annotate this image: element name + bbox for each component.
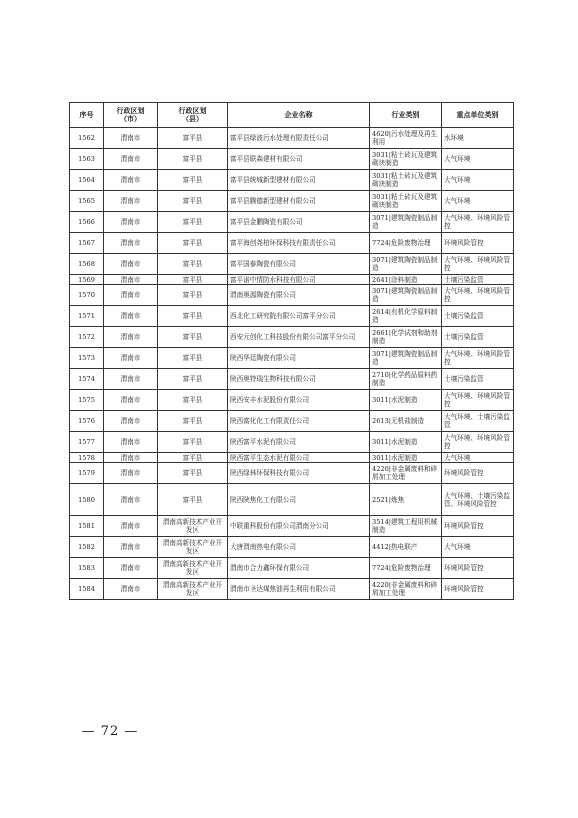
serial-cell: 1566 [70,212,104,233]
city-cell: 渭南市 [104,149,158,170]
county-cell: 富平县 [158,411,228,432]
company-cell: 渭南奥源陶瓷有限公司 [228,285,370,306]
county-cell: 富平县 [158,128,228,149]
city-cell: 渭南市 [104,233,158,254]
company-cell: 陕西奥特瑞生物科技有限公司 [228,369,370,390]
table-row [70,149,514,170]
serial-cell: 1569 [70,275,104,285]
industry-cell: 3071|建筑陶瓷制品制造 [370,285,442,306]
table-row [70,369,514,390]
serial-cell: 1568 [70,254,104,275]
serial-cell: 1574 [70,369,104,390]
company-cell: 富平县金鹏陶瓷有限公司 [228,212,370,233]
industry-cell: 4220|非金属废料和碎屑加工处理 [370,463,442,484]
table-row [70,463,514,484]
industry-cell: 3071|建筑陶瓷制品制造 [370,348,442,369]
industry-cell: 2521|炼焦 [370,484,442,516]
city-cell: 渭南市 [104,558,158,579]
table-row [70,170,514,191]
table-row [70,411,514,432]
serial-cell: 1584 [70,579,104,600]
table-row [70,128,514,149]
company-cell: 陕西绿林环保科技有限公司 [228,463,370,484]
page-number: — 72 — [81,724,139,739]
county-cell: 富平县 [158,149,228,170]
industry-cell: 7724|危险废物治理 [370,233,442,254]
company-cell: 富平海创尧柏环保科技有限责任公司 [228,233,370,254]
table-row [70,432,514,453]
city-cell: 渭南市 [104,128,158,149]
table-row [70,558,514,579]
industry-cell: 2614|有机化学原料制造 [370,306,442,327]
category-cell: 大气环境、环境风险管控 [442,254,514,275]
serial-cell: 1579 [70,463,104,484]
company-cell: 富平诺中情防水科技有限公司 [228,275,370,285]
category-cell: 环境风险管控 [442,463,514,484]
table-row [70,306,514,327]
industry-cell: 2613|无机盐制造 [370,411,442,432]
category-cell: 环境风险管控 [442,516,514,537]
company-cell: 渭南市合力鑫环保有限公司 [228,558,370,579]
city-cell: 渭南市 [104,170,158,191]
industry-cell: 4220|非金属废料和碎屑加工处理 [370,579,442,600]
category-cell: 环境风险管控 [442,233,514,254]
serial-cell: 1572 [70,327,104,348]
category-cell: 环境风险管控 [442,579,514,600]
company-cell: 富平国泰陶瓷有限公司 [228,254,370,275]
table-row [70,390,514,411]
industry-cell: 3031|粘土砖瓦及建筑砌块制造 [370,149,442,170]
header-industry: 行业类别 [370,103,442,128]
industry-cell: 3011|水泥制造 [370,453,442,463]
city-cell: 渭南市 [104,306,158,327]
city-cell: 渭南市 [104,285,158,306]
company-cell: 陕西富平水泥有限公司 [228,432,370,453]
category-cell: 大气环境、土壤污染监管、环境风险管控 [442,484,514,516]
company-cell: 陕西安丰水泥股份有限公司 [228,390,370,411]
industry-cell: 3011|水泥制造 [370,432,442,453]
industry-cell: 4412|热电联产 [370,537,442,558]
serial-cell: 1583 [70,558,104,579]
company-cell: 陕西陕焦化工有限公司 [228,484,370,516]
table-row [70,537,514,558]
industry-cell: 7724|危险废物治理 [370,558,442,579]
header-city: 行政区划 （市） [104,103,158,128]
table-row [70,285,514,306]
company-cell: 富平县统城新型建材有限公司 [228,170,370,191]
table-row [70,579,514,600]
category-cell: 土壤污染监管 [442,275,514,285]
category-cell: 大气环境、土壤污染监管 [442,411,514,432]
city-cell: 渭南市 [104,369,158,390]
industry-cell: 3031|粘土砖瓦及建筑砌块制造 [370,191,442,212]
city-cell: 渭南市 [104,432,158,453]
category-cell: 大气环境、环境风险管控 [442,348,514,369]
city-cell: 渭南市 [104,453,158,463]
industry-cell: 3071|建筑陶瓷制品制造 [370,212,442,233]
company-cell: 渭南市圣达煤焦油再生利用有限公司 [228,579,370,600]
category-cell: 环境风险管控 [442,558,514,579]
county-cell: 富平县 [158,233,228,254]
category-cell: 大气环境 [442,453,514,463]
industry-cell: 4620|污水处理及再生利用 [370,128,442,149]
category-cell: 土壤污染监管 [442,369,514,390]
industry-cell: 3514|建筑工程用机械制造 [370,516,442,537]
county-cell: 富平县 [158,306,228,327]
header-category: 重点单位类别 [442,103,514,128]
county-cell: 富平县 [158,254,228,275]
table-row [70,453,514,463]
county-cell: 富平县 [158,348,228,369]
serial-cell: 1575 [70,390,104,411]
category-cell: 大气环境 [442,537,514,558]
serial-cell: 1580 [70,484,104,516]
serial-cell: 1567 [70,233,104,254]
company-cell: 西北化工研究院有限公司富平分公司 [228,306,370,327]
serial-cell: 1573 [70,348,104,369]
company-cell: 富平县联森建材有限公司 [228,149,370,170]
county-cell: 富平县 [158,275,228,285]
table-header-row [70,103,514,128]
table-row [70,484,514,516]
county-cell: 富平县 [158,212,228,233]
county-cell: 富平县 [158,327,228,348]
city-cell: 渭南市 [104,390,158,411]
city-cell: 渭南市 [104,411,158,432]
serial-cell: 1581 [70,516,104,537]
county-cell: 富平县 [158,285,228,306]
category-cell: 大气环境、环境风险管控 [442,212,514,233]
county-cell: 渭南高新技术产业开发区 [158,579,228,600]
company-cell: 大唐渭南热电有限公司 [228,537,370,558]
header-county: 行政区划 （县） [158,103,228,128]
enterprise-table [69,102,514,600]
industry-cell: 2710|化学药品原料药制造 [370,369,442,390]
county-cell: 富平县 [158,369,228,390]
serial-cell: 1565 [70,191,104,212]
city-cell: 渭南市 [104,579,158,600]
category-cell: 大气环境 [442,149,514,170]
table-row [70,191,514,212]
industry-cell: 3011|水泥制造 [370,390,442,411]
county-cell: 富平县 [158,170,228,191]
category-cell: 土壤污染监管 [442,306,514,327]
category-cell: 大气环境、环境风险管控 [442,432,514,453]
serial-cell: 1571 [70,306,104,327]
header-serial: 序号 [70,103,104,128]
serial-cell: 1564 [70,170,104,191]
county-cell: 渭南高新技术产业开发区 [158,558,228,579]
header-company: 企业名称 [228,103,370,128]
company-cell: 陕西华廷陶瓷有限公司 [228,348,370,369]
city-cell: 渭南市 [104,463,158,484]
company-cell: 中联重科股份有限公司渭南分公司 [228,516,370,537]
company-cell: 西安元创化工科技股份有限公司富平分公司 [228,327,370,348]
company-cell: 富平县腾德新型建材有限公司 [228,191,370,212]
county-cell: 富平县 [158,463,228,484]
table-row [70,254,514,275]
industry-cell: 2641|涂料制造 [370,275,442,285]
industry-cell: 3071|建筑陶瓷制品制造 [370,254,442,275]
county-cell: 富平县 [158,191,228,212]
city-cell: 渭南市 [104,191,158,212]
table-row [70,233,514,254]
city-cell: 渭南市 [104,516,158,537]
serial-cell: 1582 [70,537,104,558]
industry-cell: 2661|化学试剂和助剂制造 [370,327,442,348]
table-row [70,327,514,348]
city-cell: 渭南市 [104,327,158,348]
category-cell: 土壤污染监管 [442,327,514,348]
table-row [70,212,514,233]
city-cell: 渭南市 [104,537,158,558]
county-cell: 富平县 [158,484,228,516]
serial-cell: 1570 [70,285,104,306]
serial-cell: 1578 [70,453,104,463]
serial-cell: 1577 [70,432,104,453]
category-cell: 水环境 [442,128,514,149]
county-cell: 渭南高新技术产业开发区 [158,537,228,558]
city-cell: 渭南市 [104,484,158,516]
table-row [70,348,514,369]
category-cell: 大气环境、环境风险管控 [442,390,514,411]
county-cell: 富平县 [158,390,228,411]
category-cell: 大气环境 [442,191,514,212]
city-cell: 渭南市 [104,348,158,369]
county-cell: 富平县 [158,432,228,453]
company-cell: 富平县绿波污水处理有限责任公司 [228,128,370,149]
company-cell: 陕西富化化工有限责任公司 [228,411,370,432]
serial-cell: 1576 [70,411,104,432]
industry-cell: 3031|粘土砖瓦及建筑砌块制造 [370,170,442,191]
table-row [70,516,514,537]
city-cell: 渭南市 [104,275,158,285]
county-cell: 富平县 [158,453,228,463]
category-cell: 大气环境 [442,170,514,191]
serial-cell: 1563 [70,149,104,170]
county-cell: 渭南高新技术产业开发区 [158,516,228,537]
company-cell: 陕西富平生态水泥有限公司 [228,453,370,463]
city-cell: 渭南市 [104,254,158,275]
table-row [70,275,514,285]
city-cell: 渭南市 [104,212,158,233]
category-cell: 大气环境、环境风险管控 [442,285,514,306]
serial-cell: 1562 [70,128,104,149]
